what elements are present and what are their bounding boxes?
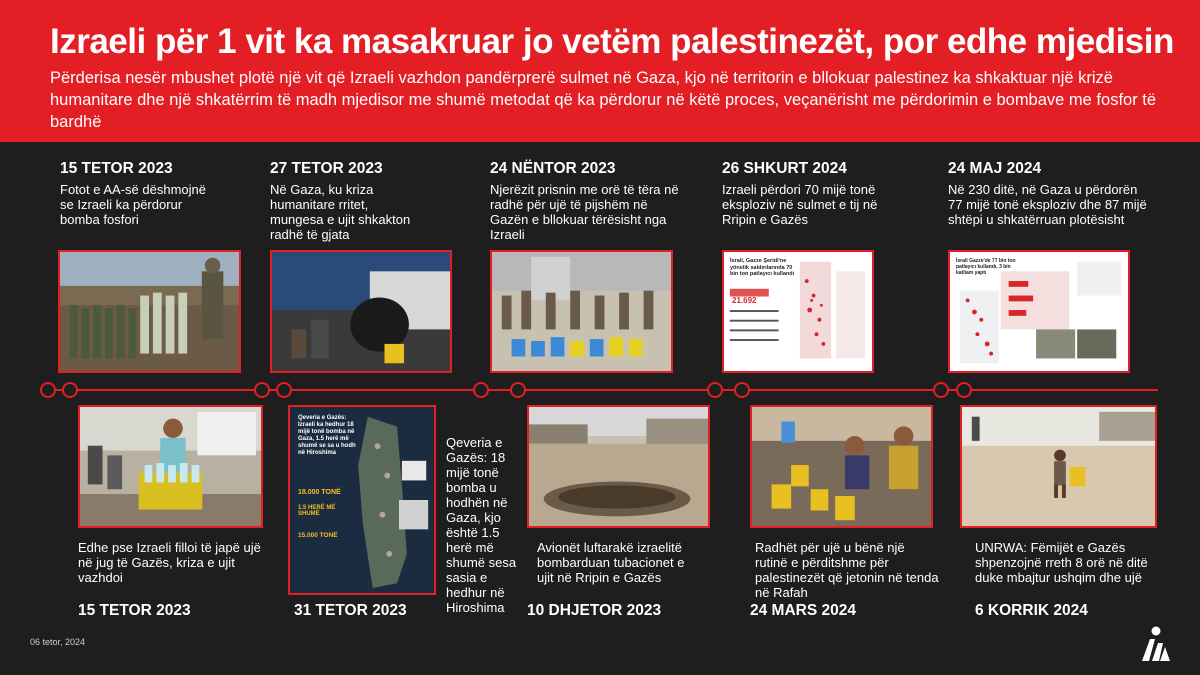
event-date-top-4: 26 SHKURT 2024: [722, 160, 847, 177]
event-date-bottom-4: 24 MARS 2024: [750, 602, 856, 619]
infographic-feb-heading: İsrail, Gazze Şeridi'ne yönelik saldırılarında 70 bin ton patlayıcı kullandı: [730, 258, 795, 277]
publish-date: 06 tetor, 2024: [30, 637, 86, 647]
event-text-top-1: Fotot e AA-së dëshmojnë se Izraeli ka përdorur bomba fosfori: [60, 182, 206, 227]
photo-water-tank-queue: [270, 250, 452, 373]
infographic-oct31-stat-2: 1.5 HERË MË SHUMË: [298, 505, 336, 517]
event-date-top-1: 15 TETOR 2023: [60, 160, 173, 177]
infographic-77k-tons: [948, 250, 1130, 373]
aa-logo-icon: [1138, 625, 1174, 663]
photo-child-carrying-water: [960, 405, 1157, 528]
infographic-oct31-stat-1: 18.000 TONË: [298, 489, 341, 496]
timeline-marker: [473, 382, 489, 398]
timeline-marker: [276, 382, 292, 398]
event-text-top-5: Në 230 ditë, në Gaza u përdorën 77 mijë tonë eksploziv dhe 87 mijë shtëpi u shkatërruan plotësisht: [948, 182, 1147, 227]
event-text-bottom-1: Edhe pse Izraeli filloi të japë ujë në jug të Gazës, kriza e ujit vazhdoi: [78, 540, 261, 585]
timeline-marker: [510, 382, 526, 398]
photo-boy-water-bottles: [78, 405, 263, 528]
infographic-70k-tons: [722, 250, 874, 373]
event-text-bottom-2: Qeveria e Gazës: 18 mijë tonë bomba u hodhën në Gaza, kjo është 1.5 herë më shumë sesa sasia e hedhur në Hiroshima: [446, 435, 517, 615]
timeline-marker: [956, 382, 972, 398]
event-date-top-3: 24 NËNTOR 2023: [490, 160, 616, 177]
photo-children-jerrycans-rafah: [750, 405, 933, 528]
infographic-feb-stat: 21.692: [732, 296, 757, 305]
timeline-marker: [734, 382, 750, 398]
event-text-top-4: Izraeli përdori 70 mijë tonë eksploziv në sulmet e tij në Rripin e Gazës: [722, 182, 878, 227]
infographic-may-heading: İsrail Gazze'de 77 bin ton patlayıcı kullandı, 3 bin katliam yaptı: [956, 258, 1016, 276]
timeline-marker: [254, 382, 270, 398]
event-date-bottom-5: 6 KORRIK 2024: [975, 602, 1088, 619]
event-date-top-2: 27 TETOR 2023: [270, 160, 383, 177]
page-subtitle: Përderisa nesër mbushet plotë një vit që Izraeli vazhdon pandërprerë sulmet në Gaza, kjo në territorin e bllokuar palestinez ka shkaktuar një krizë humanitare dhe një shkatërrim të madh mjedisor me shumë metodat që ka përdorur në këtë proces, veçanërisht me përdorimin e bombave me fosfor të bardhë: [50, 69, 1157, 131]
event-text-bottom-3: Avionët luftarakë izraelitë bombarduan tubacionet e ujit në Rripin e Gazës: [537, 540, 685, 585]
page-title: Izraeli për 1 vit ka masakruar jo vetëm palestinezët, por edhe mjedisin: [50, 22, 1174, 61]
event-date-top-5: 24 MAJ 2024: [948, 160, 1042, 177]
timeline-marker: [707, 382, 723, 398]
infographic-oct31-stat-3: 15.000 TONË: [298, 532, 338, 539]
event-date-bottom-2: 31 TETOR 2023: [294, 602, 407, 619]
event-text-bottom-4: Radhët për ujë u bënë një rutinë e përditshme për palestinezët që jetonin në tenda në Rafah: [755, 540, 939, 600]
photo-bombed-water-pipes: [527, 405, 710, 528]
photo-phosphorus-shells: [58, 250, 241, 373]
event-text-bottom-5: UNRWA: Fëmijët e Gazës shpenzojnë rreth 8 orë në ditë duke mbajtur ushqim dhe ujë: [975, 540, 1148, 585]
event-date-bottom-3: 10 DHJETOR 2023: [527, 602, 662, 619]
infographic-oct31-heading: Qeveria e Gazës: Izraeli ka hedhur 18 mijë tonë bomba në Gaza, 1.5 herë më shumë se sa u hodh në Hiroshima: [298, 415, 356, 456]
event-date-bottom-1: 15 TETOR 2023: [78, 602, 191, 619]
photo-water-jerrycans-queue: [490, 250, 673, 373]
header-banner: [0, 0, 1200, 142]
event-text-top-3: Njerëzit prisnin me orë të tëra në radhë për ujë të pijshëm në Gazën e bllokuar tërësisht nga Izraeli: [490, 182, 679, 242]
event-text-top-2: Në Gaza, ku kriza humanitare rritet, mungesa e ujit shkakton radhë të gjata: [270, 182, 411, 242]
timeline-axis: [44, 389, 1158, 391]
timeline-marker: [40, 382, 56, 398]
timeline-marker: [62, 382, 78, 398]
infographic-18k-tons-hiroshima: [288, 405, 436, 595]
timeline-marker: [933, 382, 949, 398]
